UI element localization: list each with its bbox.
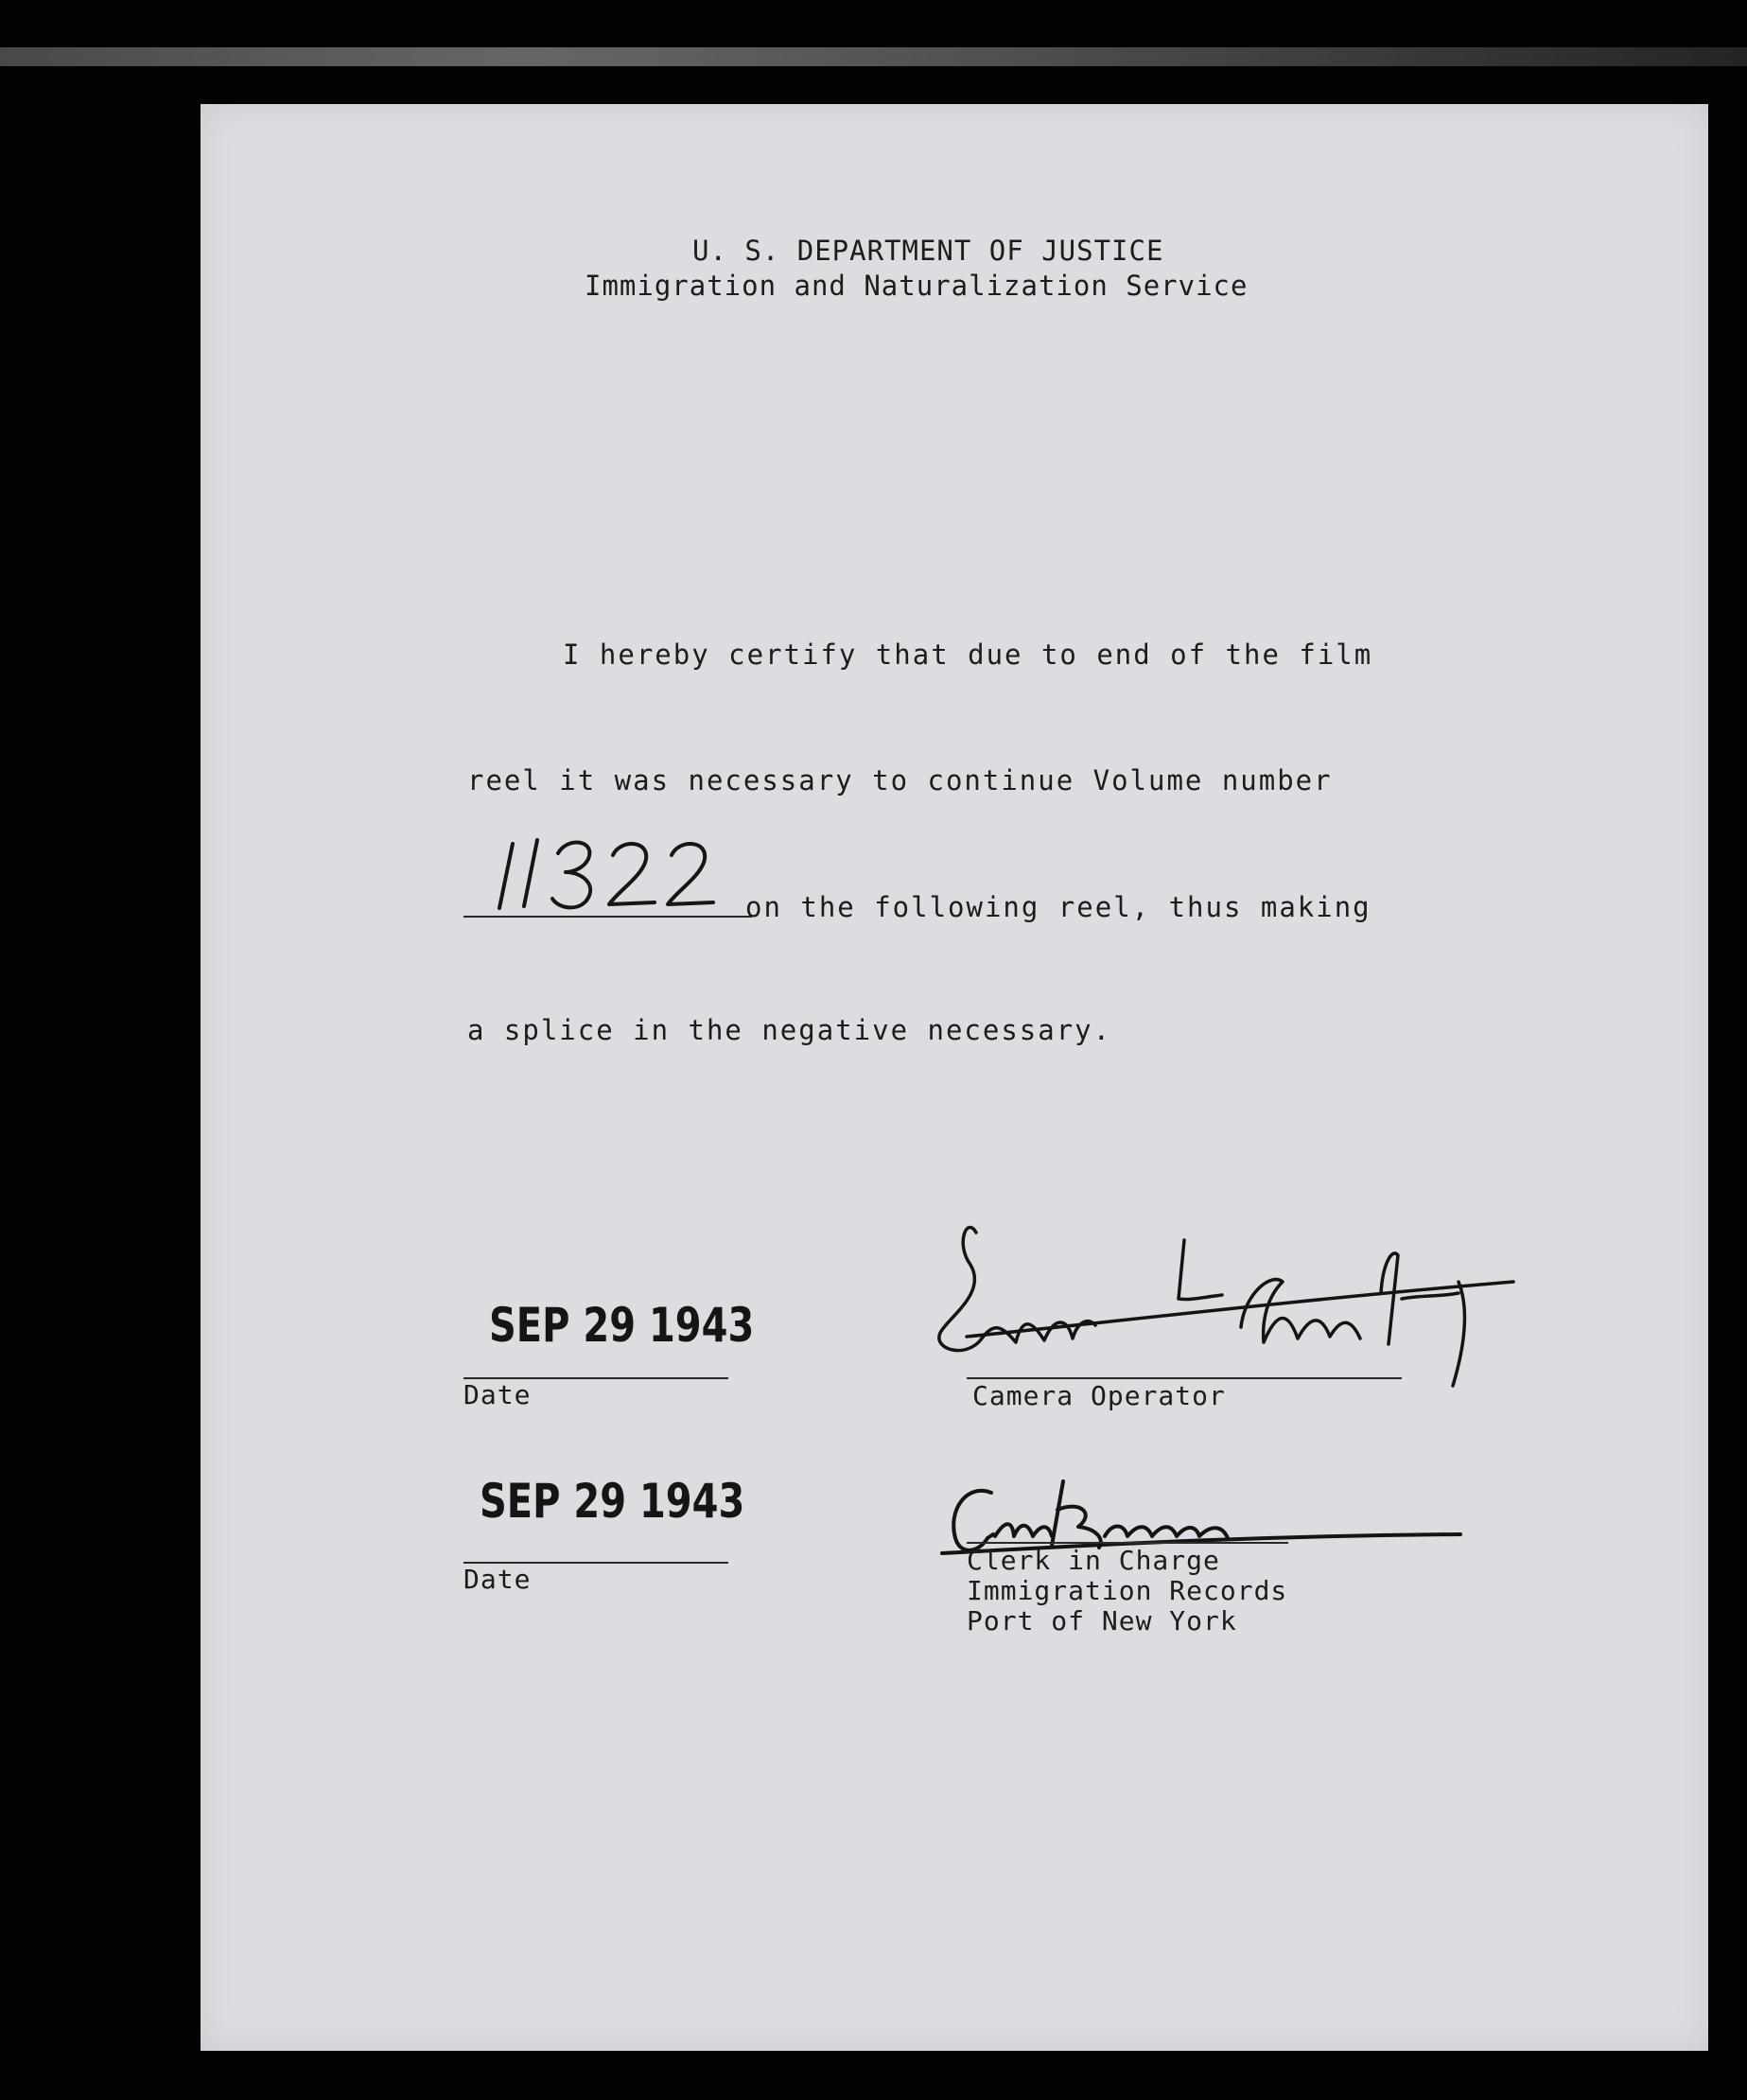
certificate-line-3: on the following reel, thus making [745,891,1371,923]
certificate-line-2: reel it was necessary to continue Volume number [467,764,1333,796]
role-label-clerk-3: Port of New York [967,1605,1237,1636]
certificate-page [201,104,1708,2051]
volume-number-underline [463,916,752,918]
signature-line-clerk [967,1542,1288,1544]
role-label-camera: Camera Operator [972,1380,1226,1411]
volume-number-handwriting [492,832,776,918]
agency-heading: U. S. DEPARTMENT OF JUSTICE [692,235,1164,267]
role-label-clerk-2: Immigration Records [967,1575,1288,1606]
date-label-clerk: Date [463,1564,532,1595]
role-label-clerk-1: Clerk in Charge [967,1545,1220,1576]
film-edge [0,47,1747,66]
agency-subheading: Immigration and Naturalization Service [585,270,1249,302]
signature-line-camera [967,1377,1402,1379]
date-stamp-clerk: SEP 29 1943 [480,1474,745,1529]
date-label-camera: Date [463,1379,532,1410]
date-stamp-camera: SEP 29 1943 [489,1298,755,1353]
volume-number-field [463,832,1371,927]
certificate-line-4: a splice in the negative necessary. [467,1014,1112,1046]
certificate-line-1: I hereby certify that due to end of the film [563,639,1373,671]
